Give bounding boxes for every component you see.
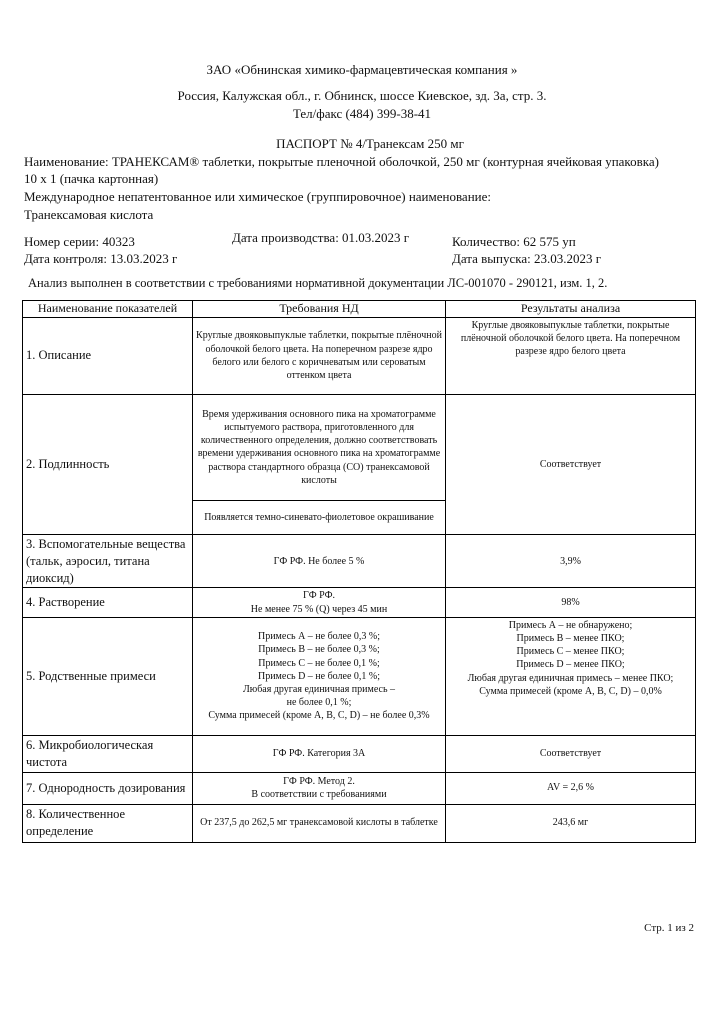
row-result: 243,6 мг — [446, 804, 696, 842]
row-requirement: Время удерживания основного пика на хроматограмме испытуемого раствора, приготовленного для количественного определения, должно соответствовать времени удерживания основного пика на хроматограмме раствора стандартного образца (СО) транексамовой кислоты — [193, 394, 446, 500]
row-result: Примесь А – не обнаружено; Примесь В – менее ПКО; Примесь С – менее ПКО; Примесь D – менее ПКО; Любая другая единичная примесь – менее ПКО; Сумма примесей (кроме А, В, С, D) – 0,0% — [446, 617, 696, 735]
row-result: Соответствует — [446, 735, 696, 772]
batch-quantity: Количество: 62 575 уп — [452, 234, 576, 249]
company-name: ЗАО «Обнинская химико-фармацевтическая компания » — [206, 62, 518, 77]
product-name-line2: 10 х 1 (пачка картонная) — [24, 171, 159, 186]
release-date: Дата выпуска: 23.03.2023 г — [452, 251, 602, 266]
row-result: 3,9% — [446, 534, 696, 588]
row-name: 2. Подлинность — [23, 394, 193, 534]
table-row — [23, 317, 696, 394]
row-result: Круглые двояковыпуклые таблетки, покрытые плёночной оболочкой белого цвета. На поперечном разрезе ядро белого цвета — [446, 317, 696, 394]
inn-label: Международное непатентованное или химическое (группировочное) наименование: — [24, 189, 491, 204]
row-requirement: ГФ РФ. Не более 5 % — [193, 534, 446, 588]
row-requirement: ГФ РФ. Не менее 75 % (Q) через 45 мин — [193, 588, 446, 617]
table-row — [23, 735, 696, 772]
table-row — [23, 804, 696, 842]
row-requirement: ГФ РФ. Метод 2. В соответствии с требованиями — [193, 772, 446, 804]
product-name-line1: Наименование: ТРАНЕКСАМ® таблетки, покрытые пленочной оболочкой, 250 мг (контурная ячейковая упаковка) — [24, 154, 659, 169]
production-date: Дата производства: 01.03.2023 г — [232, 230, 410, 245]
header-indicator: Наименование показателей — [23, 301, 193, 318]
row-name: 1. Описание — [23, 317, 193, 394]
table-row — [23, 588, 696, 617]
document-title: ПАСПОРТ № 4/Транексам 250 мг — [276, 136, 464, 151]
row-result: Соответствует — [446, 394, 696, 534]
row-name: 7. Однородность дозирования — [23, 772, 193, 804]
header-result: Результаты анализа — [446, 301, 696, 318]
company-phone: Тел/факс (484) 399-38-41 — [292, 106, 432, 121]
table-row — [23, 617, 696, 735]
table-row — [23, 772, 696, 804]
row-name: 5. Родственные примеси — [23, 617, 193, 735]
row-result: AV = 2,6 % — [446, 772, 696, 804]
row-requirement: ГФ РФ. Категория 3А — [193, 735, 446, 772]
table-row — [23, 534, 696, 588]
control-date: Дата контроля: 13.03.2023 г — [24, 251, 178, 266]
header-requirement: Требования НД — [193, 301, 446, 318]
page-number: Стр. 1 из 2 — [644, 922, 694, 934]
row-requirement: Примесь А – не более 0,3 %; Примесь В – не более 0,3 %; Примесь С – не более 0,1 %; Примесь D – не более 0,1 %; Любая другая единичная примесь – не более 0,1 %; Сумма примесей (кроме А, В, С, D) – не более 0,3% — [193, 617, 446, 735]
table-row — [23, 394, 696, 500]
batch-series: Номер серии: 40323 — [24, 234, 135, 249]
row-requirement-2: Появляется темно-синевато-фиолетовое окрашивание — [193, 500, 446, 534]
company-address: Россия, Калужская обл., г. Обнинск, шоссе Киевское, зд. 3а, стр. 3. — [177, 88, 547, 103]
row-result: 98% — [446, 588, 696, 617]
row-name: 8. Количественное определение — [23, 804, 193, 842]
row-requirement: Круглые двояковыпуклые таблетки, покрытые плёночной оболочкой белого цвета. На поперечном разрезе ядро белого или белого с коричневатым или сероватым оттенком цвета — [193, 317, 446, 394]
table-header-row — [23, 301, 696, 318]
row-name: 6. Микробиологическая чистота — [23, 735, 193, 772]
row-requirement: От 237,5 до 262,5 мг транексамовой кислоты в таблетке — [193, 804, 446, 842]
inn-value: Транексамовая кислота — [24, 207, 154, 222]
row-name: 3. Вспомогательные вещества (тальк, аэросил, титана диоксид) — [23, 534, 193, 588]
row-name: 4. Растворение — [23, 588, 193, 617]
analysis-table — [22, 300, 696, 843]
analysis-note: Анализ выполнен в соответствии с требованиями нормативной документации ЛС-001070 - 290121, изм. 1, 2. — [28, 276, 608, 290]
